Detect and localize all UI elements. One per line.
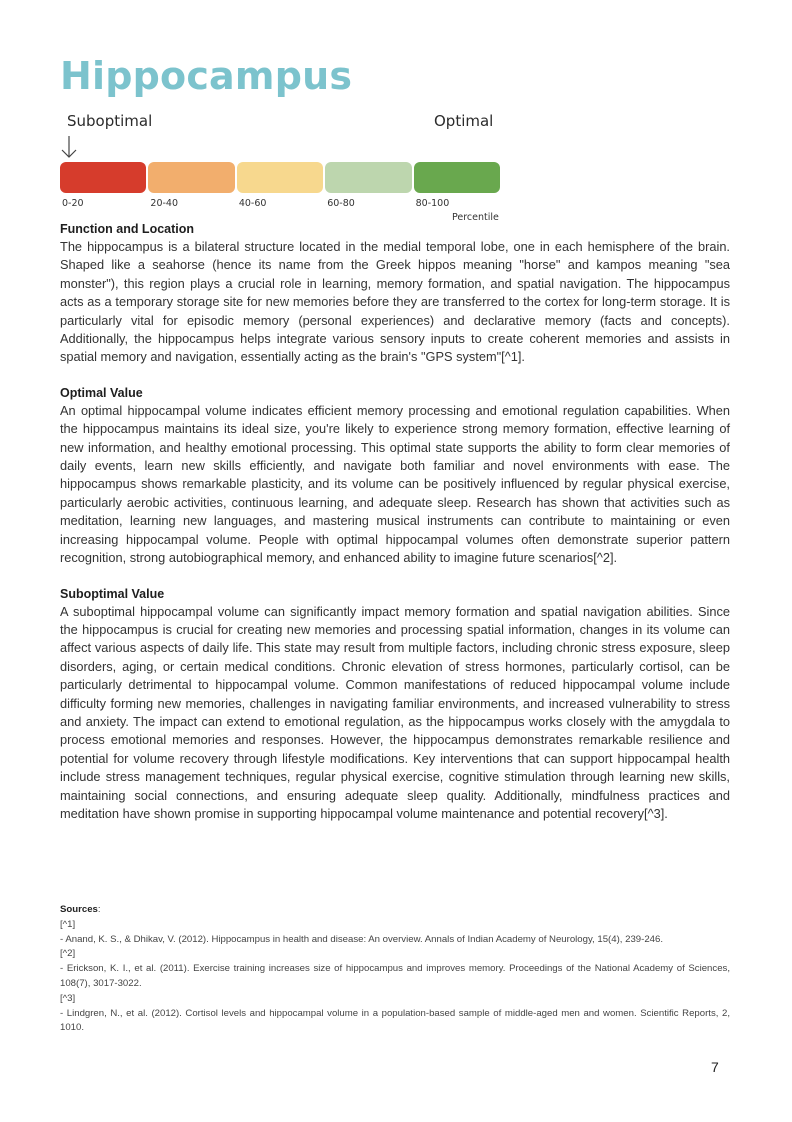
source-ref: [^1] [60,918,76,930]
section-heading-optimal: Optimal Value [60,385,143,400]
section-body-optimal: An optimal hippocampal volume indicates efficient memory processing and emotional regulation capabilities. When the hippocampus maintains its ideal size, you're likely to experience strong memory formation, effective learning of new information, and healthy emotional processing. This optimal state supports the ability to form clear memories of daily events, learn new skills efficiently, and navigate both familiar and novel environments with ease. The hippocampus shows remarkable plasticity, and its volume can be positively influenced by regular physical exercise, particularly aerobic activities, continuous learning, and adequate sleep. Research has shown that activities such as meditation, learning new languages, and mastering musical instruments can contribute to maintaining or even increasing hippocampal volume. People with optimal hippocampal volumes often demonstrate superior pattern recognition, strong autobiographical memory, and enhanced ability to imagine future scenarios[^2]. [60,402,730,566]
sources-heading [60,903,730,918]
percentile-scale-bar [60,162,500,193]
scale-suboptimal-label: Suboptimal [67,112,153,130]
source-citation: - Anand, K. S., & Dhikav, V. (2012). Hippocampus in health and disease: An overview. Annals of Indian Academy of Neurology, 15(4), 239-246. [60,933,663,945]
section-heading-function: Function and Location [60,222,195,236]
tick-label: 80-100 [415,198,450,209]
tick-label: 0-20 [62,198,84,209]
source-citation: - Lindgren, N., et al. (2012). Cortisol levels and hippocampal volume in a population-based sample of middle-aged men and women. Scientific Reports, 2, 1010. [60,1007,730,1034]
source-ref: [^2] [60,948,76,960]
section-body-function: The hippocampus is a bilateral structure located in the medial temporal lobe, one in each hemisphere of the brain. Shaped like a seahorse (hence its name from the Greek hippos meaning "horse" and kampos meaning "sea monster"), this region plays a crucial role in learning, memory formation, and spatial navigation. The hippocampus acts as a temporary storage site for new memories before they are transferred to the cortex for long-term storage. It is particularly vital for episodic memory (personal experiences) and declarative memory (facts and concepts). Additionally, the hippocampus helps integrate various sensory inputs to create coherent memories and assists in spatial memory and navigation, essentially acting as the brain's "GPS system"[^1]. [60,239,730,365]
scale-optimal-label: Optimal [434,112,494,130]
scale-segment-80-100 [414,162,500,193]
section-heading-suboptimal: Suboptimal Value [60,586,165,601]
sources-section [60,903,730,1036]
section-body-suboptimal: A suboptimal hippocampal volume can significantly impact memory formation and spatial navigation abilities. Since the hippocampus is crucial for creating new memories and processing spatial information, changes in its volume can affect various aspects of daily life. This state may result from multiple factors, including chronic stress exposure, sleep disorders, aging, or certain medical conditions. Chronic elevation of stress hormones, particularly cortisol, can be particularly detrimental to hippocampal volume. Common manifestations of reduced hippocampal volume include difficulty forming new memories, challenges in navigating familiar environments, and increased vulnerability to stress and anxiety. The impact can extend to emotional regulation, as the hippocampus works closely with the amygdala to process emotional memories and responses. However, the hippocampus demonstrates remarkable resilience and potential for volume recovery through lifestyle modifications. Key interventions that can support hippocampal health include stress management techniques, regular physical exercise, cognitive stimulation through learning new skills, maintaining social connections, and ensuring adequate sleep quality. Additionally, mindfulness practices and meditation have shown promise in supporting hippocampal volume maintenance and potential recovery[^3]. [60,603,730,821]
source-citation: - Erickson, K. I., et al. (2011). Exercise training increases size of hippocampus and improves memory. Proceedings of the National Academy of Sciences, 108(7), 3017-3022. [60,963,730,989]
scale-segment-40-60 [237,162,323,193]
page-title: Hippocampus [60,54,353,98]
main-content [60,221,730,841]
scale-segment-60-80 [325,162,411,193]
down-arrow-icon [60,135,78,159]
tick-label: 40-60 [238,198,267,209]
scale-axis-label: Percentile [452,212,499,223]
page-number: 7 [711,1059,719,1075]
tick-label: 20-40 [150,198,179,209]
scale-segment-20-40 [148,162,234,193]
source-ref: [^3] [60,992,76,1004]
sources-title-colon: : [97,904,101,915]
scale-segment-0-20 [60,162,146,193]
tick-label: 60-80 [327,198,355,209]
sources-title: Sources [60,904,98,915]
scale-tick-labels [60,198,500,209]
